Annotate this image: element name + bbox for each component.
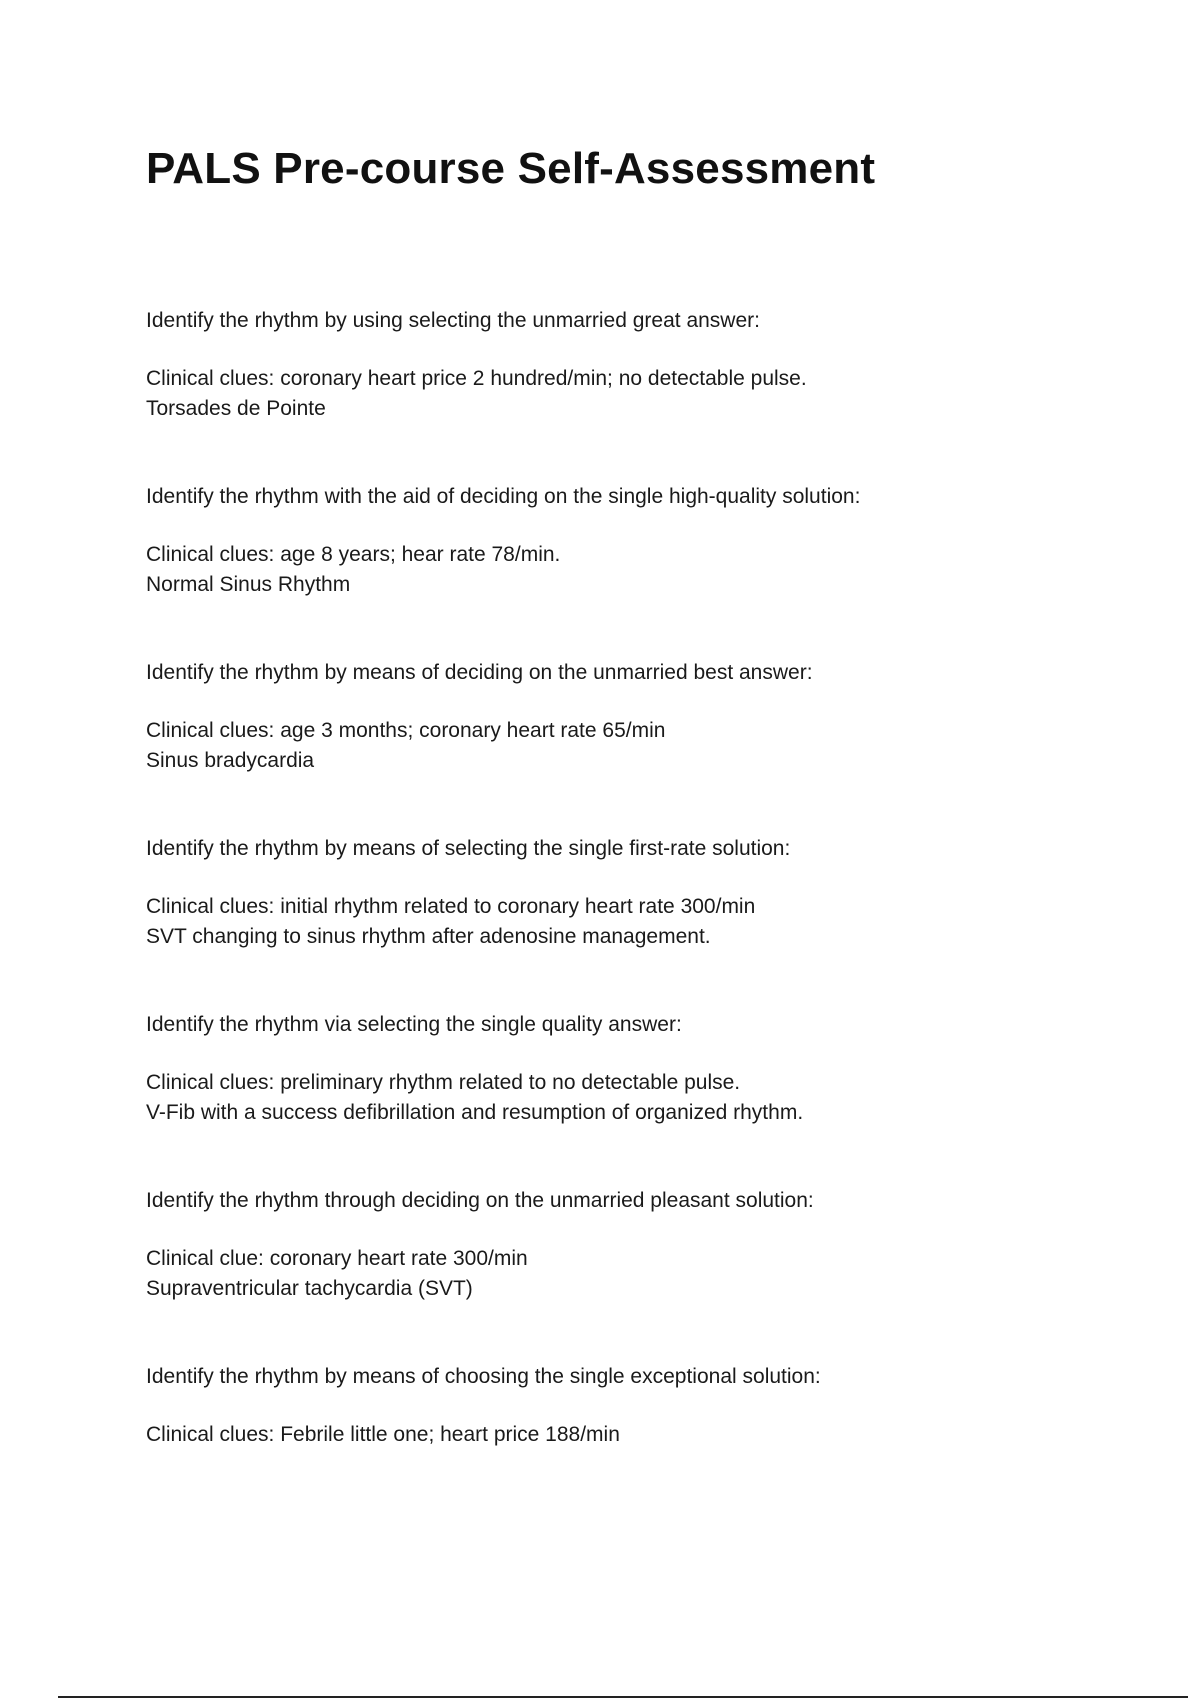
question-list [146,306,1146,1538]
answer-text: Sinus bradycardia [146,749,315,772]
footer-divider [58,1696,1188,1698]
question-item-6 [146,1186,1146,1362]
clinical-clue: Clinical clues: coronary heart price 2 hundred/min; no detectable pulse. [146,367,807,390]
question-prompt: Identify the rhythm with the aid of deciding on the single high-quality solution: [146,485,861,508]
question-prompt: Identify the rhythm by means of deciding on the unmarried best answer: [146,661,813,684]
question-item-7 [146,1362,1146,1538]
answer-text: Normal Sinus Rhythm [146,573,351,596]
question-item-4 [146,834,1146,1010]
question-item-1 [146,306,1146,482]
answer-text: Torsades de Pointe [146,397,326,420]
question-prompt: Identify the rhythm through deciding on the unmarried pleasant solution: [146,1189,814,1212]
answer-text: V-Fib with a success defibrillation and resumption of organized rhythm. [146,1101,804,1124]
answer-text: Supraventricular tachycardia (SVT) [146,1277,473,1300]
question-prompt: Identify the rhythm by means of selecting the single first-rate solution: [146,837,791,860]
question-prompt: Identify the rhythm via selecting the single quality answer: [146,1013,682,1036]
answer-text: SVT changing to sinus rhythm after adenosine management. [146,925,711,948]
question-prompt: Identify the rhythm by using selecting the unmarried great answer: [146,309,760,332]
clinical-clue: Clinical clue: coronary heart rate 300/min [146,1247,528,1270]
clinical-clue: Clinical clues: Febrile little one; heart price 188/min [146,1423,620,1446]
question-prompt: Identify the rhythm by means of choosing the single exceptional solution: [146,1365,821,1388]
question-item-2 [146,482,1146,658]
clinical-clue: Clinical clues: initial rhythm related to coronary heart rate 300/min [146,895,756,918]
question-item-5 [146,1010,1146,1186]
clinical-clue: Clinical clues: age 8 years; hear rate 78/min. [146,543,561,566]
question-item-3 [146,658,1146,834]
clinical-clue: Clinical clues: age 3 months; coronary heart rate 65/min [146,719,666,742]
clinical-clue: Clinical clues: preliminary rhythm related to no detectable pulse. [146,1071,741,1094]
document-title: PALS Pre-course Self-Assessment [146,144,876,193]
